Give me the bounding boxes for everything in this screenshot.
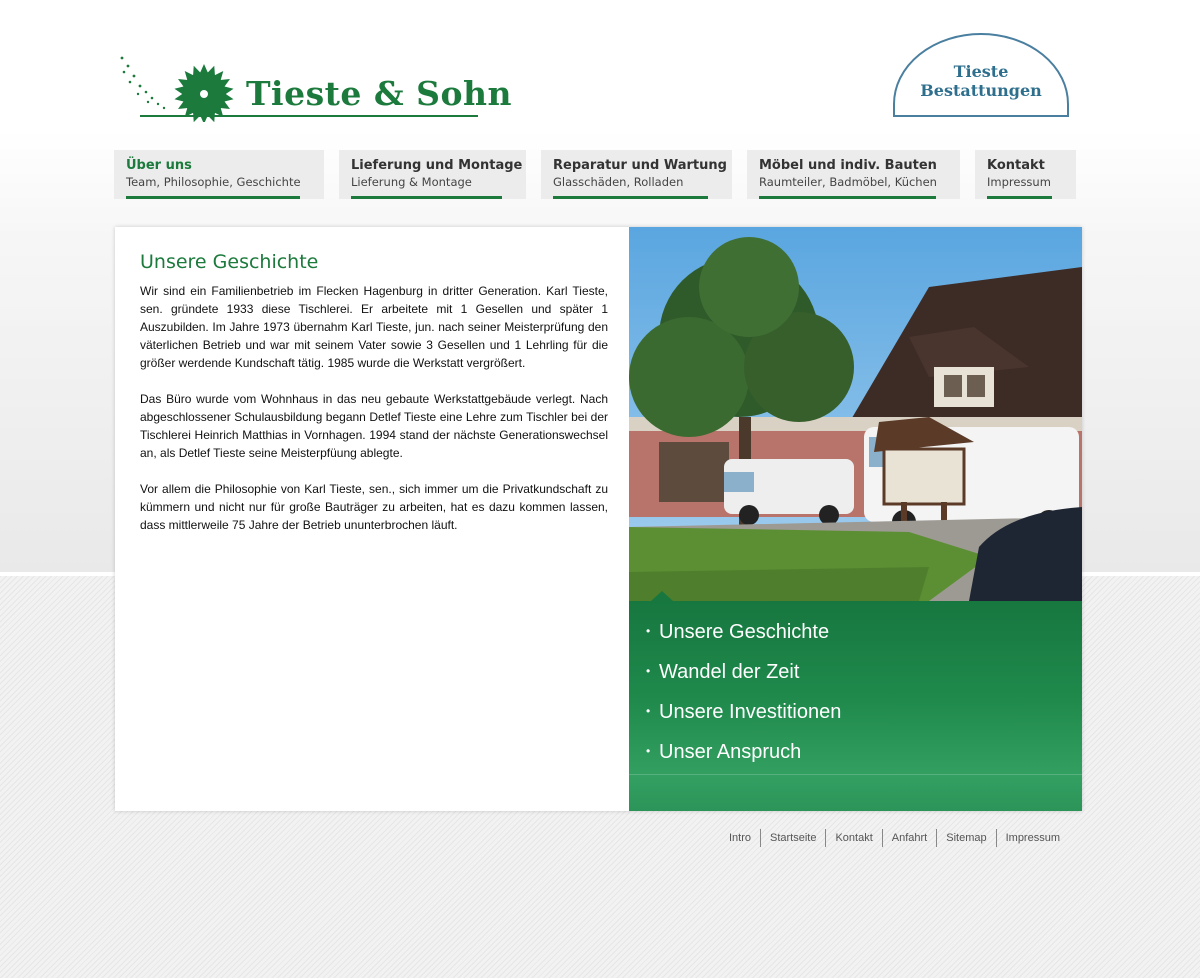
- submenu-label: Unsere Investitionen: [659, 701, 842, 723]
- nav-item-reparatur[interactable]: [541, 150, 732, 199]
- bullet-icon: •: [646, 704, 651, 718]
- nav-subtitle: Glasschäden, Rolladen: [553, 175, 684, 189]
- nav-underline: [759, 196, 936, 199]
- nav-subtitle: Team, Philosophie, Geschichte: [126, 175, 301, 189]
- nav-underline: [351, 196, 502, 199]
- bullet-icon: •: [646, 744, 651, 758]
- submenu-divider: [629, 774, 1082, 775]
- badge-line2: Bestattungen: [920, 81, 1042, 100]
- submenu-item-unser-anspruch[interactable]: [646, 738, 841, 778]
- bestattungen-link[interactable]: [891, 32, 1071, 118]
- nav-subtitle: Lieferung & Montage: [351, 175, 472, 189]
- submenu-item-unsere-geschichte[interactable]: [646, 618, 841, 658]
- footer-link-impressum[interactable]: Impressum: [996, 829, 1069, 847]
- footer-link-sitemap[interactable]: Sitemap: [936, 829, 995, 847]
- bullet-icon: •: [646, 624, 651, 638]
- nav-title: Lieferung und Montage: [351, 158, 523, 173]
- paragraph: Vor allem die Philosophie von Karl Tieste, sen., sich immer um die Privatkundschaft zu kümmern und nicht nur für große Bauträger zu arbeiten, hat es dazu kommen lassen, dass mittlerweile 75 Jahre der Betrieb ununterbrochen läuft.: [140, 482, 608, 532]
- nav-underline: [126, 196, 300, 199]
- submenu-label: Unsere Geschichte: [659, 621, 830, 643]
- footer-link-anfahrt[interactable]: Anfahrt: [882, 829, 936, 847]
- section-submenu: [629, 601, 1082, 811]
- footer-link-startseite[interactable]: Startseite: [760, 829, 825, 847]
- company-logo[interactable]: [118, 52, 513, 122]
- submenu-item-unsere-investitionen[interactable]: [646, 698, 841, 738]
- nav-item-moebel[interactable]: [747, 150, 960, 199]
- paragraph: Wir sind ein Familienbetrieb im Flecken Hagenburg in dritter Generation. Karl Tieste, sen. gründete 1933 diese Tischlerei. Er arbeitete mit 1 Gesellen und später 1 Auszubilden. Im Jahre 1973 übernahm Karl Tieste, jun. nach seiner Meisterprüfung den väterlichen Betrieb und war mit seinem Vater sowie 3 Gesellen und 1 Lehrling für die größer werdende Kundschaft tätig. 1985 wurde die Werkstatt vergrößert.: [140, 284, 608, 370]
- nav-title: Kontakt: [987, 158, 1045, 173]
- badge-line1: Tieste: [953, 62, 1009, 81]
- nav-underline: [987, 196, 1052, 199]
- nav-title: Möbel und indiv. Bauten: [759, 158, 937, 173]
- badge-text: [891, 62, 1071, 100]
- paragraph: Das Büro wurde vom Wohnhaus in das neu gebaute Werkstattgebäude verlegt. Nach abgeschlossener Schulausbildung begann Detlef Tieste eine Lehre zum Tischler bei der Tischlerei Heinrich Matthias in Vornhagen. 1994 stand der nächste Generationswechsel an, als Detlef Tieste seine Meisterpfüung ablegte.: [140, 392, 608, 460]
- logo-text: Tieste & Sohn: [246, 74, 513, 113]
- nav-subtitle: Impressum: [987, 175, 1051, 189]
- saw-blade-icon: [118, 52, 248, 122]
- submenu-list: [646, 618, 841, 778]
- submenu-pointer: [651, 591, 673, 601]
- nav-subtitle: Raumteiler, Badmöbel, Küchen: [759, 175, 937, 189]
- page-title: Unsere Geschichte: [140, 251, 319, 273]
- nav-title: Über uns: [126, 158, 192, 173]
- workshop-photo: [629, 227, 1082, 601]
- nav-title: Reparatur und Wartung: [553, 158, 727, 173]
- submenu-label: Unser Anspruch: [659, 741, 802, 763]
- footer-links: [720, 829, 1069, 847]
- logo-underline: [140, 115, 478, 117]
- workshop-photo-illustration: [629, 227, 1082, 601]
- content-area: [140, 250, 608, 552]
- nav-underline: [553, 196, 708, 199]
- footer-link-intro[interactable]: Intro: [728, 832, 751, 844]
- main-panel: [115, 227, 1082, 811]
- submenu-label: Wandel der Zeit: [659, 661, 800, 683]
- nav-item-kontakt[interactable]: [975, 150, 1076, 199]
- bullet-icon: •: [646, 664, 651, 678]
- submenu-item-wandel-der-zeit[interactable]: [646, 658, 841, 698]
- nav-item-ueber-uns[interactable]: [114, 150, 324, 199]
- footer-link-kontakt[interactable]: Kontakt: [825, 829, 881, 847]
- nav-item-lieferung[interactable]: [339, 150, 526, 199]
